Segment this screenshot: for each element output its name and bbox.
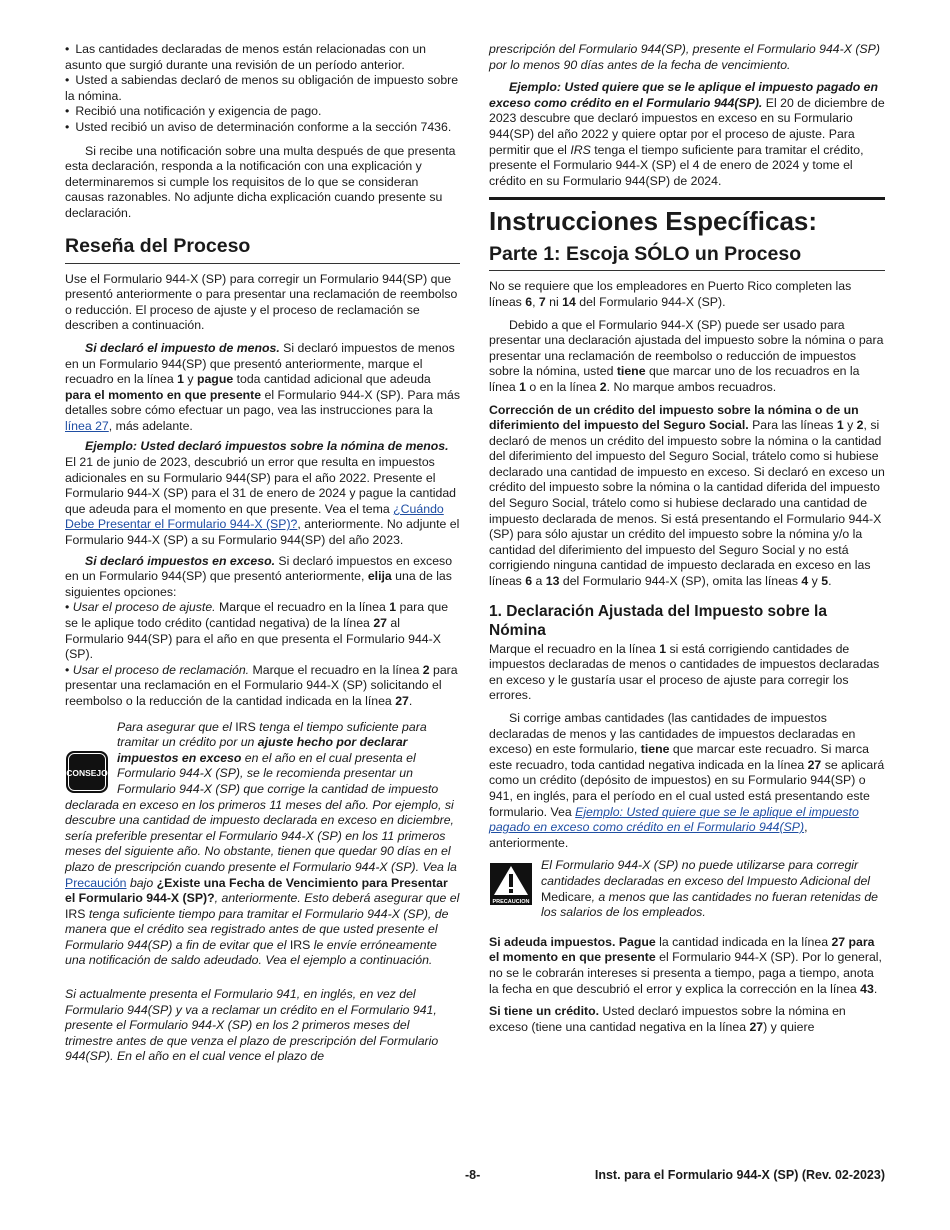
caution-text: El Formulario 944-X (SP) no puede utilizarse para corregir cantidades declaradas en exceso del Impuesto Adicional del Medicare, a menos que las cantidades no fueran retenidas de los salarios de los empleados. <box>541 858 879 920</box>
puerto-rico-paragraph: No se requiere que los empleadores en Puerto Rico completen las líneas 6, 7 ni 14 del Formulario 944-X (SP). <box>489 279 852 309</box>
resena-intro: Use el Formulario 944-X (SP) para corregir un Formulario 944(SP) que presentó anteriormente o para presentar una reclamación de reembolso o reducción. El proceso de ajuste y el proceso de reclamación se describen a continuación. <box>65 271 458 333</box>
section-1-heading: 1. Declaración Ajustada del Impuesto sobre la Nómina <box>489 602 827 639</box>
left-column <box>65 42 460 1075</box>
section-1-paragraph-1: Marque el recuadro en la línea 1 si está corrigiendo cantidades de impuestos declaradas de menos o cantidades de impuestos declaradas en exceso y le gustaría usar el proceso de ajuste para corregir los errores. <box>489 641 880 703</box>
bullet-list <box>65 42 460 136</box>
underreported-paragraph: Si declaró el impuesto de menos. Si declaró impuestos de menos en un Formulario 944(SP) que presentó anteriormente, marque el recuadro en la línea 1 y pague toda cantidad adicional que adeuda para el momento en que presente el Formulario 944-X (SP). Para más detalles sobre cómo efectuar un pago, vea las instrucciones para la línea 27, más adelante. <box>65 340 460 433</box>
tip-icon-label: CONSEJO <box>66 767 108 778</box>
caution-callout <box>489 858 885 920</box>
page-footer <box>65 1168 885 1186</box>
owe-taxes-paragraph: Si adeuda impuestos. Pague la cantidad indicada en la línea 27 para el momento en que presente el Formulario 944-X (SP). Por lo general, no se le cobrarán intereses si presenta a tiempo, paga a tiempo, anota la fecha en que descubrió el error y explica la corrección en la línea 43. <box>489 934 882 996</box>
penalty-paragraph: Si recibe una notificación sobre una multa después de que presenta esta declaración, responda a la notificación con una explicación y determinaremos si cumple los requisitos de lo que se consideran causas razonables. No adjunte dicha explicación cuando presente su declaración. <box>65 143 456 220</box>
tip-callout <box>65 720 460 1065</box>
example-underreported: Ejemplo: Usted declaró impuestos sobre la nómina de menos. El 21 de junio de 2023, descubrió un error que resulta en impuestos adicionales en su Formulario 944(SP) para el año 2022. Presente el Formulario 944-X (SP) para el 31 de enero de 2024 y pague la cantidad que adeuda para el momento en que presente. Vea el tema ¿Cuándo Debe Presentar el Formulario 944-X (SP)?, anteriormente. No adjunte el Formulario 944-X (SP) a su Formulario 944(SP) del año 2023. <box>65 439 460 548</box>
section-heading-resena: Reseña del Proceso <box>65 234 460 264</box>
right-column <box>489 42 885 1042</box>
checkbox-requirement-paragraph: Debido a que el Formulario 944-X (SP) puede ser usado para presentar una declaración ajustada del impuesto sobre la nómina o para presentar una reclamación de reembolso o reducción de impuestos sobre la nómina, usted tiene que marcar uno de los recuadros en la línea 1 o en la línea 2. No marque ambos recuadros. <box>489 317 884 394</box>
list-item: • Usted a sabiendas declaró de menos su obligación de impuesto sobre la nómina. <box>65 73 460 104</box>
link-precaucion[interactable]: Precaución <box>65 875 127 890</box>
option-claim: • Usar el proceso de reclamación. Marque el recuadro en la línea 2 para presentar una reclamación en el Formulario 944-X (SP) solicitando el reembolso o la reducción de la cantidad indicada en la línea 27. <box>65 662 458 708</box>
tip-text-941: Si actualmente presenta el Formulario 941, en inglés, en vez del Formulario 944(SP) y va a reclamar un crédito en el Formulario 941, presente el Formulario 944-X (SP) en los 2 primeros meses del trimestre antes de que venza el plazo de prescripción del Formulario 944(SP). En el año en el cual vence el plazo de <box>65 987 439 1064</box>
overreported-paragraph: Si declaró impuestos en exceso. Si declaró impuestos en exceso en un Formulario 944(SP) que presentó anteriormente, elija una de las siguientes opciones: <box>65 553 453 599</box>
link-cuando-presentar[interactable]: ¿Cuándo Debe Presentar el Formulario 944-X (SP)? <box>65 501 444 532</box>
list-item: • Recibió una notificación y exigencia de pago. <box>65 104 460 120</box>
credit-paragraph: Si tiene un crédito. Usted declaró impuestos sobre la nómina en exceso (tiene una cantidad negativa en la línea 27) y quiere <box>489 1004 846 1034</box>
consejo-tip-icon <box>65 750 109 794</box>
part-1-heading: Parte 1: Escoja SÓLO un Proceso <box>489 242 885 271</box>
section-1-paragraph-2: Si corrige ambas cantidades (las cantidades de impuestos declaradas de menos y las cantidades de impuestos declaradas en exceso) en este formulario, tiene que marcar este recuadro. Si marca este recuadro, toda cantidad negativa indicada en la línea 27 se aplicará como un crédito (depósito de impuestos) en su Formulario 944(SP) o 941, en inglés, para el período en el cual usted está presentando este formulario. Vea Ejemplo: Usted quiere que se le aplique el impuesto pagado en exceso como crédito en el Formulario 944(SP), anteriormente. <box>489 711 885 850</box>
page-number: -8- <box>465 1168 481 1182</box>
option-adjustment: • Usar el proceso de ajuste. Marque el recuadro en la línea 1 para que se le aplique todo crédito (cantidad negativa) de la línea 27 al Formulario 944(SP) para el año en que presenta el Formulario 944-X (SP). <box>65 600 449 662</box>
correction-credit-paragraph: Corrección de un crédito del impuesto sobre la nómina o de un diferimiento del impuesto del Seguro Social. Para las líneas 1 y 2, si declaró de menos un crédito del impuesto sobre la nómina o la cantidad del diferimiento del impuesto del Seguro Social, trátelo como si hubiese declarado una cantidad de impuesto en exceso. Si declaró en exceso un crédito del impuesto sobre la nómina o la cantidad diferida del impuesto del Seguro Social, trátelo como si hubiese declarado una cantidad de impuesto declarada de menos. Si está presentando el Formulario 944-X (SP) para sólo ajustar un crédito del impuesto sobre la nómina y/o la cantidad del diferimiento del impuesto del Seguro Social y no está corrigiendo ninguna cantidad de impuesto declarada en exceso en las líneas 6 a 13 del Formulario 944-X (SP), omita las líneas 4 y 5. <box>489 402 885 589</box>
link-linea-27[interactable]: línea 27 <box>65 418 109 433</box>
list-item: • Usted recibió un aviso de determinación conforme a la sección 7436. <box>65 120 460 136</box>
tip-text: Para asegurar que el IRS tenga el tiempo suficiente para tramitar un crédito por un ajuste hecho por declarar impuestos en exceso en el año en el cual presenta el Formulario 944-X (SP), se le recomienda presentar un Formulario 944-X (SP) que corrige la cantidad de impuesto declarada en exceso en los primeros 11 meses del año. Por ejemplo, si descubre una cantidad de impuesto declarada en exceso en diciembre, sería preferible presentar el Formulario 944-X (SP) en los 11 primeros meses del siguiente año. No obstante, tienen que quedar 90 días en el plazo de prescripción cuando presente el Formulario 944-X (SP). Vea la Precaución bajo ¿Existe una Fecha de Vencimiento para Presentar el Formulario 944-X (SP)?, anteriormente. Esto deberá asegurar que el IRS tenga suficiente tiempo para tramitar el Formulario 944-X (SP), de manera que el crédito sea registrado antes de que usted presente el Formulario 944(SP) a fin de evitar que el IRS le envíe erróneamente una notificación de saldo adeudado. Vea el ejemplo a continuación. <box>65 719 460 968</box>
main-heading: Instrucciones Específicas: <box>489 197 885 236</box>
example-overpaid: Ejemplo: Usted quiere que se le aplique el impuesto pagado en exceso como crédito en el Formulario 944(SP). El 20 de diciembre de 2023 descubre que declaró impuestos en exceso en su Formulario 944(SP) del año 2022 y quiere optar por el proceso de ajuste. Para permitir que el IRS tenga el tiempo suficiente para tramitar el crédito, presente el Formulario 944-X (SP) el 4 de enero de 2024 y tome el crédito en su Formulario 944(SP) de 2024. <box>489 80 885 188</box>
link-example-overpaid[interactable]: Ejemplo: Usted quiere que se le aplique el impuesto pagado en exceso como crédito en el Formulario 944(SP) <box>489 804 859 835</box>
tip-continuation: prescripción del Formulario 944(SP), presente el Formulario 944-X (SP) por lo menos 90 días antes de la fecha de vencimiento. <box>489 42 880 72</box>
precaucion-caution-icon <box>489 862 533 906</box>
form-reference: Inst. para el Formulario 944-X (SP) (Rev. 02-2023) <box>594 1168 885 1182</box>
caution-icon-label: PRECAUCION <box>492 899 530 906</box>
list-item: • Las cantidades declaradas de menos están relacionadas con un asunto que surgió durante una revisión de un período anterior. <box>65 42 460 73</box>
